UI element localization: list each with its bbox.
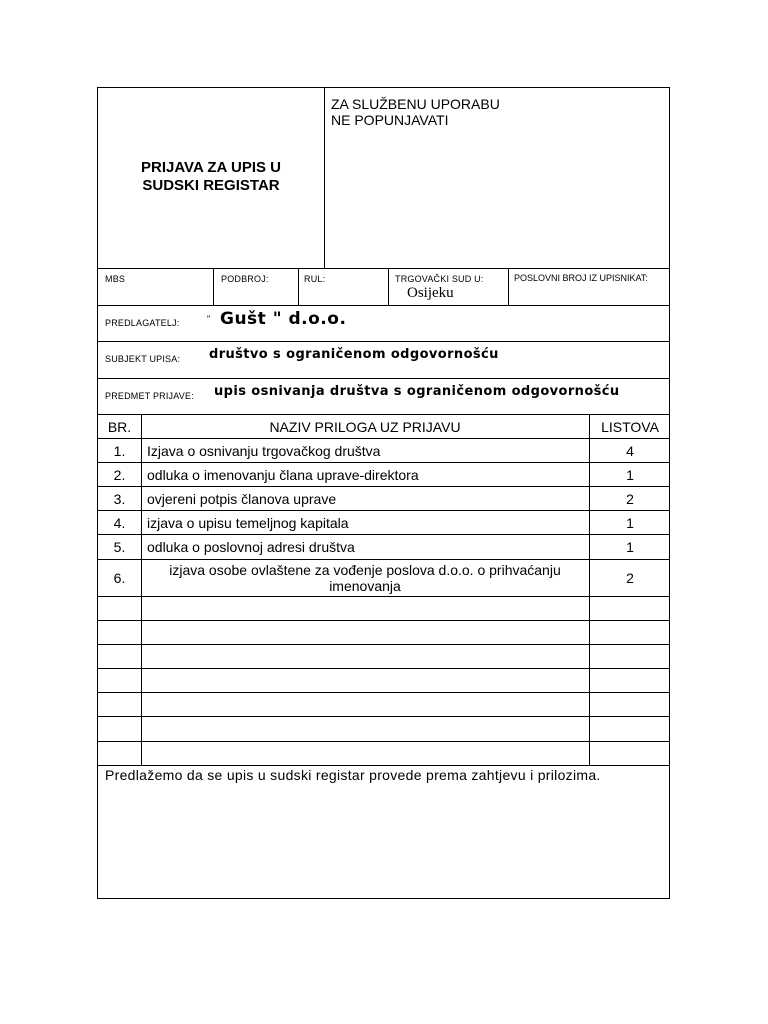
form-title-line1: PRIJAVA ZA UPIS U xyxy=(140,159,282,176)
court-value: Osijeku xyxy=(407,285,454,301)
page-count: 2 xyxy=(626,491,634,507)
attachment-name-line1: izjava osobe ovlaštene za vođenje poslova d.o.o. o prihvaćanju xyxy=(169,562,561,578)
attachment-name-line2: imenovanja xyxy=(329,578,401,594)
page-count: 1 xyxy=(626,515,634,531)
official-use-note xyxy=(331,96,500,128)
divider xyxy=(98,268,669,269)
row-number: 5. xyxy=(113,539,126,555)
divider xyxy=(98,741,669,742)
divider xyxy=(98,765,669,766)
divider xyxy=(98,559,669,560)
page-count: 2 xyxy=(626,570,634,586)
divider xyxy=(98,596,669,597)
subjekt-label: SUBJEKT UPISA: xyxy=(105,354,181,364)
page-count: 1 xyxy=(626,539,634,555)
column-header-attachment: NAZIV PRILOGA UZ PRIJAVU xyxy=(269,419,461,435)
divider xyxy=(324,88,325,268)
official-use-line2: NE POPUNJAVATI xyxy=(331,112,449,128)
divider xyxy=(98,341,669,342)
court-label: TRGOVAČKI SUD U: xyxy=(395,274,484,284)
attachment-name xyxy=(141,562,589,594)
divider xyxy=(98,438,669,439)
predmet-value: upis osnivanja društva s ograničenom odgovornošću xyxy=(214,384,620,399)
divider xyxy=(98,644,669,645)
page-count: 4 xyxy=(626,443,634,459)
divider xyxy=(508,268,509,305)
divider xyxy=(98,668,669,669)
divider xyxy=(98,620,669,621)
case-number-label: POSLOVNI BROJ IZ UPISNIKAT: xyxy=(514,273,648,283)
attachment-name: odluka o imenovanju člana uprave-direktora xyxy=(147,467,419,483)
predlagatelj-quote: " xyxy=(207,314,211,324)
form-title-line2: SUDSKI REGISTAR xyxy=(142,177,280,194)
divider xyxy=(98,462,669,463)
divider xyxy=(298,268,299,305)
row-number: 3. xyxy=(113,491,126,507)
divider xyxy=(98,534,669,535)
divider xyxy=(213,268,214,305)
row-number: 6. xyxy=(113,570,126,586)
predlagatelj-label: PREDLAGATELJ: xyxy=(105,318,180,328)
form-title xyxy=(98,159,324,195)
attachment-name: ovjereni potpis članova uprave xyxy=(147,491,337,507)
footer-statement: Predlažemo da se upis u sudski registar provede prema zahtjevu i prilozima. xyxy=(105,767,601,783)
divider xyxy=(98,414,669,415)
row-number: 2. xyxy=(113,467,126,483)
registration-form xyxy=(97,87,670,899)
mbs-label: MBS xyxy=(105,274,126,284)
divider xyxy=(98,716,669,717)
official-use-line1: ZA SLUŽBENU UPORABU xyxy=(331,96,500,112)
attachment-name: Izjava o osnivanju trgovačkog društva xyxy=(147,443,381,459)
rul-label: RUL: xyxy=(304,274,326,284)
divider xyxy=(388,268,389,305)
attachment-name: odluka o poslovnoj adresi društva xyxy=(147,539,355,555)
divider xyxy=(98,510,669,511)
row-number: 4. xyxy=(113,515,126,531)
podbroj-label: PODBROJ: xyxy=(221,274,269,284)
divider xyxy=(98,378,669,379)
predlagatelj-value: Gušt " d.o.o. xyxy=(220,309,347,329)
divider xyxy=(98,692,669,693)
attachment-name: izjava o upisu temeljnog kapitala xyxy=(147,515,349,531)
subjekt-value: društvo s ograničenom odgovornošću xyxy=(209,347,499,362)
column-header-pages: LISTOVA xyxy=(601,419,659,435)
predmet-label: PREDMET PRIJAVE: xyxy=(105,391,194,401)
divider xyxy=(98,486,669,487)
divider xyxy=(98,305,669,306)
page-count: 1 xyxy=(626,467,634,483)
column-header-number: BR. xyxy=(107,419,132,435)
row-number: 1. xyxy=(113,443,126,459)
